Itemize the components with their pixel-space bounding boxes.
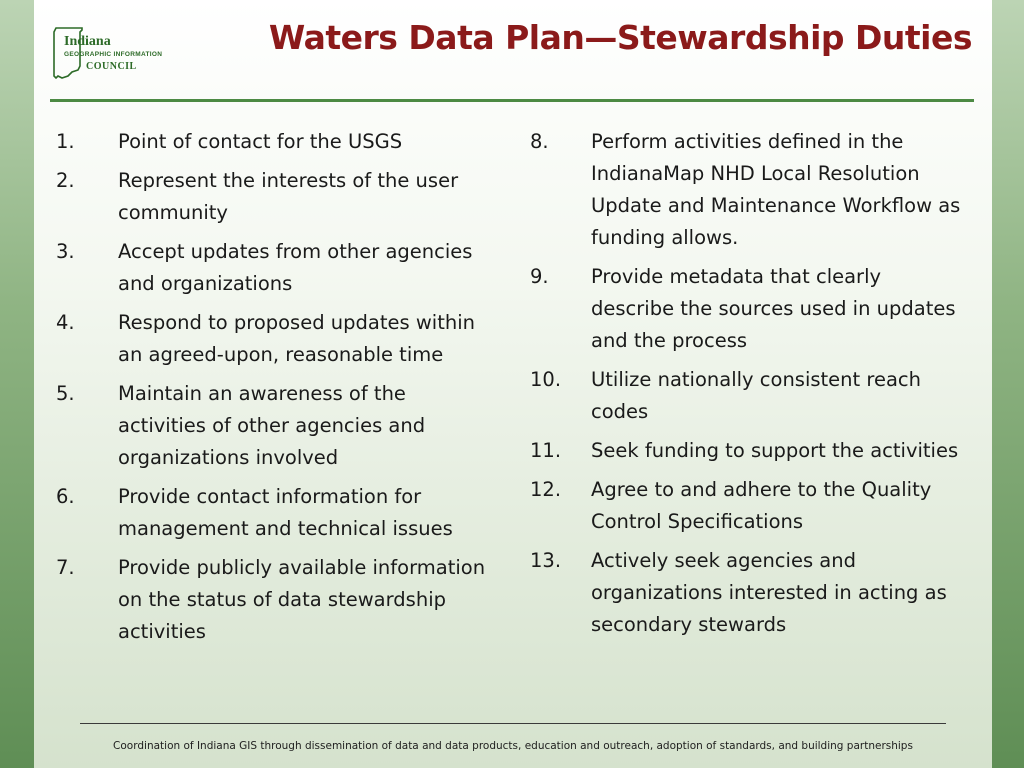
right-duties-list bbox=[530, 126, 966, 648]
item-text: Perform activities defined in the IndianaMap NHD Local Resolution Update and Maintenance Workflow as funding allows. bbox=[591, 130, 961, 249]
item-number: 8. bbox=[530, 130, 549, 153]
item-text: Respond to proposed updates within an agreed-upon, reasonable time bbox=[118, 311, 475, 366]
logo-council: COUNCIL bbox=[86, 61, 137, 72]
item-text: Agree to and adhere to the Quality Control Specifications bbox=[591, 478, 932, 533]
list-item bbox=[530, 474, 966, 538]
item-text: Provide publicly available information on the status of data stewardship activities bbox=[118, 556, 486, 643]
item-number: 13. bbox=[530, 549, 562, 572]
item-number: 9. bbox=[530, 265, 549, 288]
footer-divider bbox=[80, 723, 946, 724]
list-item bbox=[56, 165, 486, 229]
slide bbox=[34, 0, 992, 768]
list-item bbox=[56, 378, 486, 474]
right-decorative-bar bbox=[992, 0, 1024, 768]
list-item bbox=[56, 481, 486, 545]
item-text: Accept updates from other agencies and organizations bbox=[118, 240, 473, 295]
page-title: Waters Data Plan—Stewardship Duties bbox=[268, 18, 972, 57]
list-item bbox=[530, 435, 966, 467]
list-item bbox=[530, 261, 966, 357]
item-text: Point of contact for the USGS bbox=[118, 130, 403, 153]
left-duties-list bbox=[56, 126, 486, 655]
item-number: 6. bbox=[56, 485, 75, 508]
item-text: Maintain an awareness of the activities of other agencies and organizations involved bbox=[118, 382, 426, 469]
item-number: 2. bbox=[56, 169, 75, 192]
left-decorative-bar bbox=[0, 0, 34, 768]
item-number: 12. bbox=[530, 478, 562, 501]
footer-tagline: Coordination of Indiana GIS through dissemination of data and data products, education and outreach, adoption of standards, and building partnerships bbox=[113, 740, 913, 752]
item-number: 4. bbox=[56, 311, 75, 334]
list-item bbox=[530, 364, 966, 428]
item-text: Utilize nationally consistent reach codes bbox=[591, 368, 921, 423]
logo-subtitle: GEOGRAPHIC INFORMATION bbox=[64, 51, 163, 58]
item-text: Provide contact information for management and technical issues bbox=[118, 485, 453, 540]
list-item bbox=[530, 545, 966, 641]
list-item bbox=[56, 236, 486, 300]
item-number: 3. bbox=[56, 240, 75, 263]
item-text: Represent the interests of the user community bbox=[118, 169, 459, 224]
item-number: 1. bbox=[56, 130, 75, 153]
item-number: 5. bbox=[56, 382, 75, 405]
item-text: Seek funding to support the activities bbox=[591, 439, 959, 462]
list-item bbox=[530, 126, 966, 254]
item-text: Actively seek agencies and organizations interested in acting as secondary stewards bbox=[591, 549, 947, 636]
item-number: 7. bbox=[56, 556, 75, 579]
logo-name: Indiana bbox=[64, 34, 111, 49]
list-item bbox=[56, 126, 486, 158]
list-item bbox=[56, 307, 486, 371]
title-divider bbox=[50, 99, 974, 102]
item-number: 10. bbox=[530, 368, 562, 391]
list-item bbox=[56, 552, 486, 648]
igic-logo bbox=[50, 26, 163, 82]
item-number: 11. bbox=[530, 439, 562, 462]
item-text: Provide metadata that clearly describe the sources used in updates and the process bbox=[591, 265, 956, 352]
